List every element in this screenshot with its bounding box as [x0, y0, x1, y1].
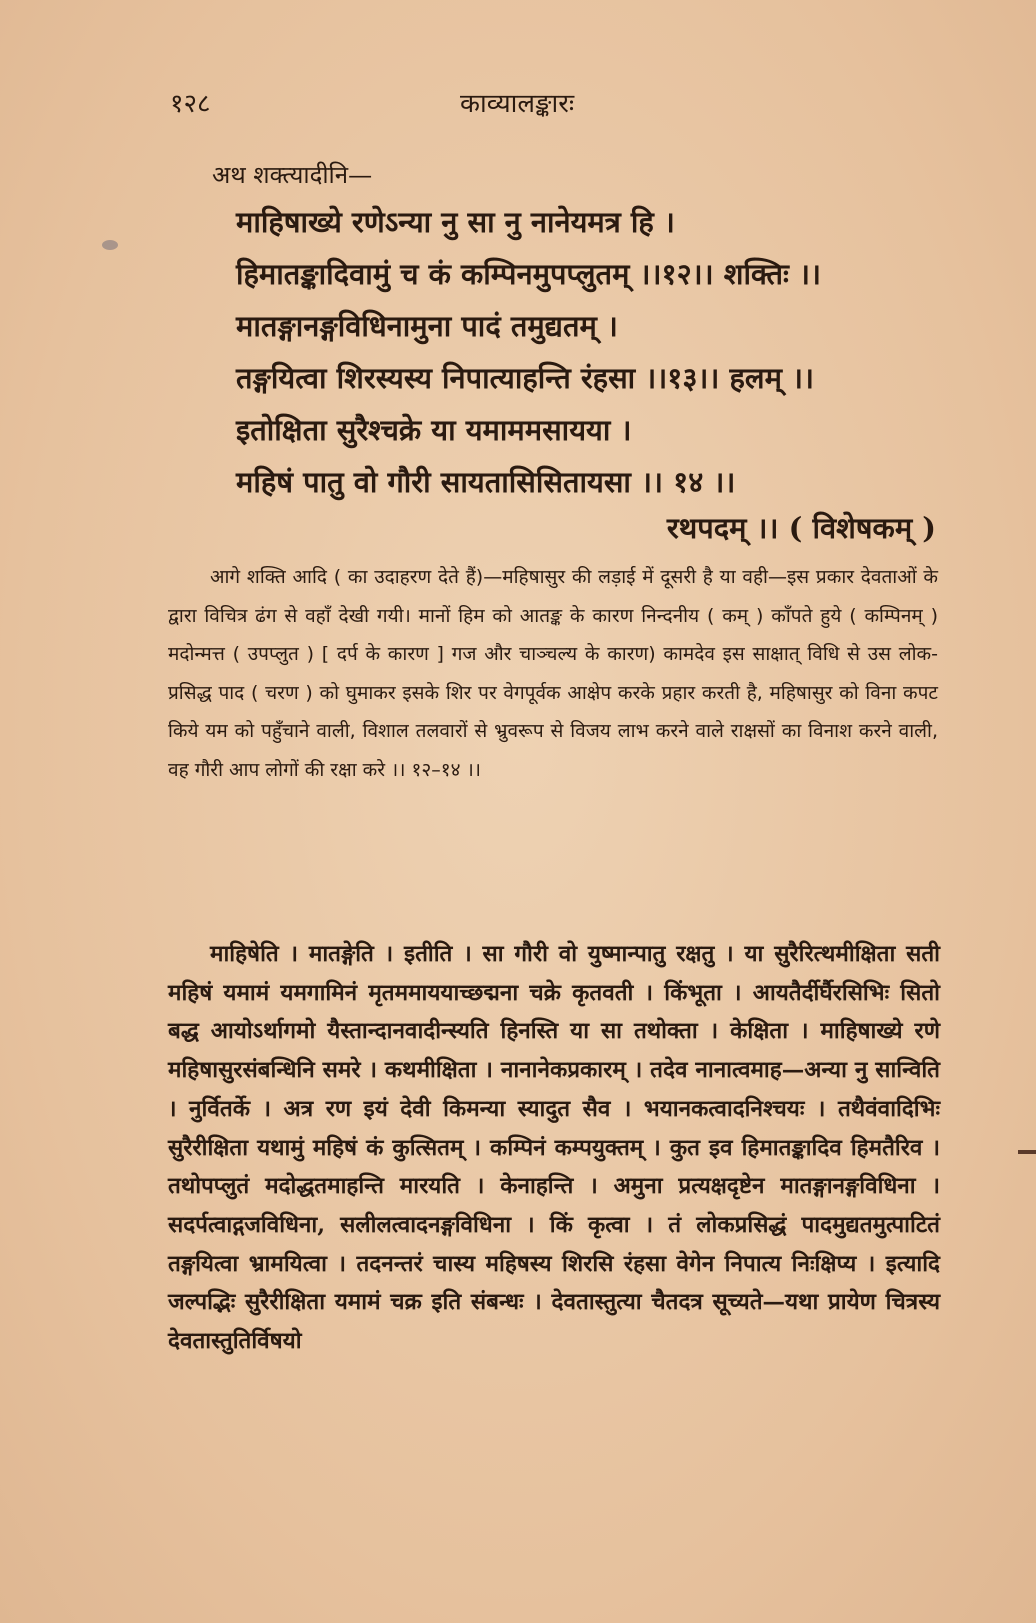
verse-line: माहिषाख्ये रणेऽन्या नु सा नु नानेयमत्र हि । — [236, 205, 675, 239]
verse-block — [236, 196, 956, 508]
edge-mark — [1018, 1150, 1036, 1154]
verse-line: हिमातङ्कादिवामुं च कं कम्पिनमुपप्लुतम् ।।१२।। शक्तिः ।। — [236, 257, 821, 291]
verse-line: मातङ्गानङ्गविधिनामुना पादं तमुद्यतम् । — [236, 309, 618, 343]
margin-smudge — [102, 240, 118, 250]
running-title: काव्यालङ्कारः — [460, 89, 575, 119]
page-number: १२८ — [170, 89, 211, 119]
verse-tag: रथपदम् ।। ( विशेषकम् ) — [666, 511, 936, 545]
sanskrit-commentary: माहिषेति । मातङ्गेति । इतीति । सा गौरी वो युष्मान्पातु रक्षतु । या सुरैरित्थमीक्षिता सती महिषं यमामं यमगामिनं मृतममाययाच्छद्मना चक्रे कृतवती । किंभूता । आयतैर्दीर्घैरसिभिः सितो बद्ध आयोऽर्थागमो यैस्तान्दानवादीन्स्यति हिनस्ति या सा तथोक्ता । केक्षिता । माहिषाख्ये रणे महिषासुरसंबन्धिनि समरे । कथमीक्षिता । नानानेकप्रकारम् । तदेव नानात्वमाह—अन्या नु सान्विति । नुर्वितर्के । अत्र रण इयं देवी किमन्या स्यादुत सैव । भयानकत्वादनिश्चयः । तथैवंवादिभिः सुरैरीक्षिता यथामुं महिषं कं कुत्सितम् । कम्पिनं कम्पयुक्तम् । कुत इव हिमातङ्कादिव हिमतैरिव । तथोपप्लुतं मदोद्धतमाहन्ति मारयति । केनाहन्ति । अमुना प्रत्यक्षदृष्टेन मातङ्गानङ्गविधिना । सदर्पत्वाद्गजविधिना, सलीलत्वादनङ्गविधिना । किं कृत्वा । तं लोकप्रसिद्धं पादमुद्यतमुत्पाटितं तङ्गयित्वा भ्रामयित्वा । तदनन्तरं चास्य महिषस्य शिरसि रंहसा वेगेन निपात्य निःक्षिप्य । इत्यादि जल्पद्भिः सुरैरीक्षिता यमामं चक्र इति संबन्धः । देवतास्तुत्या चैतदत्र सूच्यते—यथा प्रायेण चित्रस्य देवतास्तुतिर्विषयो — [168, 941, 940, 1355]
page-header — [170, 84, 916, 124]
verse-line: इतोक्षिता सुरैश्चक्रे या यमाममसायया । — [236, 413, 632, 447]
hindi-translation: आगे शक्ति आदि ( का उदाहरण देते हैं)—महिषासुर की लड़ाई में दूसरी है या वही—इस प्रकार देवताओं के द्वारा विचित्र ढंग से वहाँ देखी गयी। मानों हिम को आतङ्क के कारण निन्दनीय ( कम् ) काँपते हुये ( कम्पिनम् ) मदोन्मत्त ( उपप्लुत ) [ दर्प के कारण ] गज और चाञ्चल्य के कारण) कामदेव इस साक्षात् विधि से उस लोक-प्रसिद्ध पाद ( चरण ) को घुमाकर इसके शिर पर वेगपूर्वक आक्षेप करके प्रहार करती है, महिषासुर को विना कपट किये यम को पहुँचाने वाली, विशाल तलवारों से भ्रुवरूप से विजय लाभ करने वाले राक्षसों का विनाश करने वाली, वह गौरी आप लोगों की रक्षा करे ।। १२–१४ ।। — [168, 566, 938, 781]
section-intro: अथ शक्त्यादीनि— — [212, 161, 373, 189]
verse-line: तङ्गयित्वा शिरस्यस्य निपात्याहन्ति रंहसा ।।१३।। हलम् ।। — [236, 361, 814, 395]
verse-line: महिषं पातु वो गौरी सायतासिसितायसा ।। १४ ।। — [236, 465, 736, 499]
